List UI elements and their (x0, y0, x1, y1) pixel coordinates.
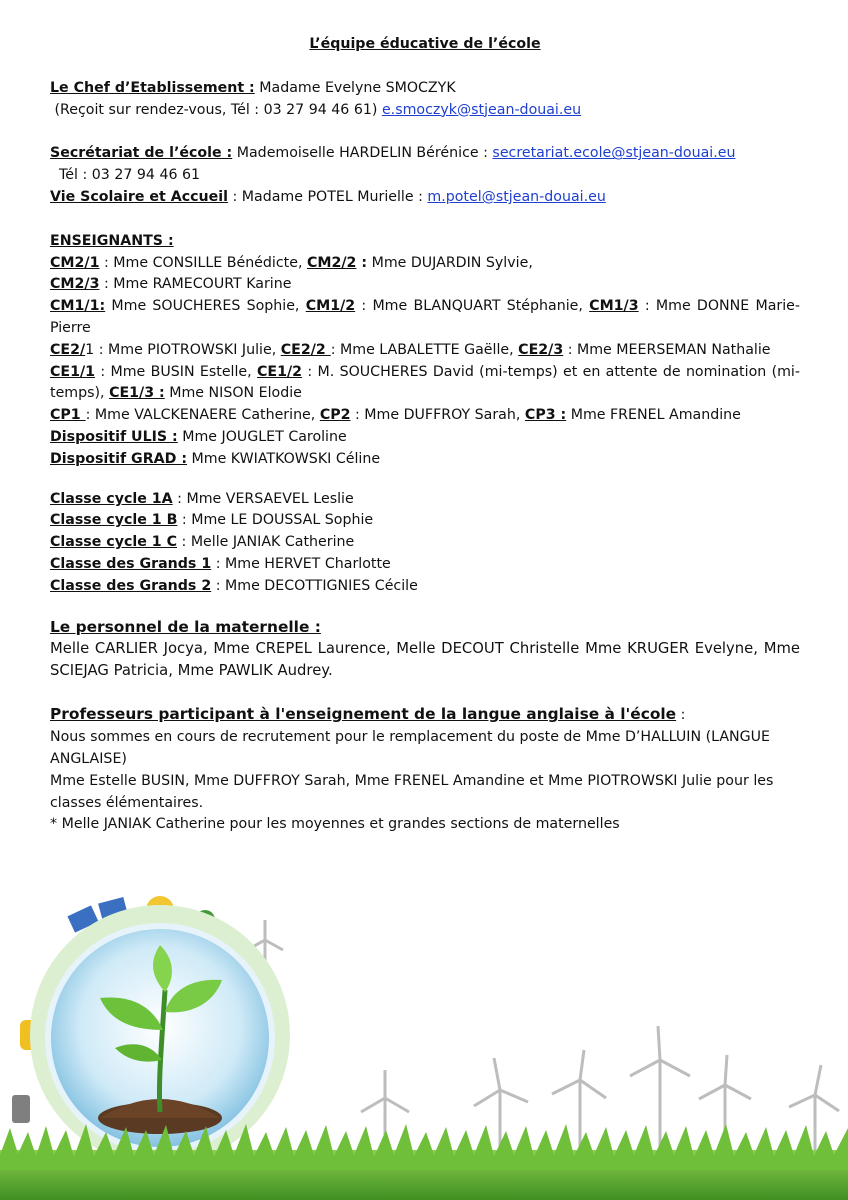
class-label: CM2/3 (50, 276, 100, 293)
class-number: 1 (85, 341, 95, 358)
chef-name: Madame Evelyne SMOCZYK (259, 79, 456, 96)
class-label: CP1 (50, 407, 86, 424)
anglais-line-1: Nous sommes en cours de recrutement pour le remplacement du poste de Mme D’HALLUIN (LANGUE ANGLAISE) (50, 729, 771, 767)
secretariat-tel (50, 165, 800, 187)
class-label: CE1/3 : (109, 385, 165, 402)
enseignants-cm1-line (50, 296, 800, 340)
vie-scolaire-email-link[interactable]: m.potel@stjean-douai.eu (427, 188, 606, 205)
secretariat-name: Mademoiselle HARDELIN Bérénice : (236, 145, 488, 162)
class-label: CM1/3 (589, 298, 639, 315)
anglais-line-3: * Melle JANIAK Catherine pour les moyennes et grandes sections de maternelles (50, 816, 620, 833)
page-title: L’équipe éducative de l’école (309, 36, 541, 52)
class-label: Dispositif GRAD : (50, 450, 187, 467)
teacher-name: : Mme MEERSEMAN Nathalie (563, 341, 771, 358)
class-label: Classe cycle 1 B (50, 512, 178, 529)
class-label: Classe des Grands 2 (50, 577, 212, 594)
enseignants-ce1-line (50, 362, 800, 406)
teacher-name: : Melle JANIAK Catherine (177, 534, 355, 551)
class-label: Classe cycle 1 C (50, 534, 178, 551)
class-label: Classe cycle 1A (50, 490, 173, 507)
chef-contact-line (50, 100, 800, 122)
teacher-name: : Mme DECOTTIGNIES Cécile (211, 577, 418, 594)
separator: : (356, 254, 368, 271)
personnel-heading: Le personnel de la maternelle : (50, 617, 321, 636)
chef-email-link[interactable]: e.smoczyk@stjean-douai.eu (381, 101, 582, 118)
chef-line (50, 78, 800, 100)
enseignants-heading: ENSEIGNANTS : (50, 232, 174, 249)
class-label: CE2/ (50, 341, 86, 358)
class-label: CM2/1 (50, 254, 100, 271)
heading-tail: : (676, 707, 686, 724)
enseignants-ce2-line (50, 340, 800, 362)
class-label: CE2/2 (280, 341, 331, 358)
enseignants-cp-line (50, 405, 800, 427)
teacher-name: : Mme RAMECOURT Karine (99, 276, 292, 293)
teacher-name: : Mme LE DOUSSAL Sophie (177, 512, 374, 529)
anglais-line-2: Mme Estelle BUSIN, Mme DUFFROY Sarah, Mme FRENEL Amandine et Mme PIOTROWSKI Julie pour les classes élémentaires. (50, 772, 774, 811)
class-label: CM2/2 (306, 254, 357, 271)
dispositif-ulis-line (50, 427, 800, 449)
teacher-name: : M. SOUCHERES David (mi-temps) et en attente de nomination (mi-temps), (50, 363, 800, 402)
maternelle-class-line (50, 510, 800, 532)
class-label: CE1/2 (257, 363, 303, 380)
maternelle-class-line (50, 489, 800, 511)
secretariat-email-link[interactable]: secretariat.ecole@stjean-douai.eu (492, 145, 736, 162)
teacher-name: Mme FRENEL Amandine (566, 407, 741, 424)
teacher-name: : Mme VALCKENAERE Catherine, (85, 407, 320, 424)
anglais-heading-line (50, 704, 800, 727)
dispositif-grad-line (50, 449, 800, 471)
vie-scolaire-label: Vie Scolaire et Accueil (50, 188, 228, 205)
document-body (50, 34, 800, 836)
secretariat-label: Secrétariat de l’école : (50, 145, 233, 162)
class-label: Classe des Grands 1 (50, 555, 212, 572)
teacher-name: : Mme BLANQUART Stéphanie, (355, 298, 590, 315)
teacher-name: : Mme LABALETTE Gaëlle, (330, 341, 519, 358)
secretariat-line (50, 143, 800, 165)
teacher-name: Mme NISON Elodie (164, 385, 302, 402)
maternelle-class-line (50, 554, 800, 576)
enseignants-cm2-line (50, 253, 800, 275)
globe-with-sprout (30, 905, 290, 1165)
class-label: Dispositif ULIS : (50, 428, 178, 445)
teacher-name: : Mme HERVET Charlotte (211, 555, 391, 572)
teacher-name: Mme KWIATKOWSKI Céline (187, 450, 381, 467)
teacher-name: Mme JOUGLET Caroline (177, 428, 347, 445)
recycle-bin-icon (12, 1095, 30, 1123)
chef-note: (Reçoit sur rendez-vous, Tél : 03 27 94 46 61) (54, 101, 378, 118)
vie-scolaire-line (50, 187, 800, 209)
class-label: CE2/3 (518, 341, 564, 358)
ecology-illustration (0, 880, 848, 1200)
teacher-name: : Mme PIOTROWSKI Julie, (94, 341, 281, 358)
vie-scolaire-name: : Madame POTEL Murielle : (232, 188, 423, 205)
class-label: CM1/1: (50, 298, 106, 315)
anglais-heading: Professeurs participant à l'enseignement de la langue anglaise à l'école (50, 705, 677, 724)
secretariat-tel-text: Tél : 03 27 94 46 61 (59, 167, 201, 184)
enseignants-cm23-line (50, 274, 800, 296)
teacher-name: Mme DUJARDIN Sylvie, (367, 254, 533, 271)
class-label: CP2 (319, 407, 351, 424)
maternelle-class-line (50, 576, 800, 598)
teacher-name: : Mme VERSAEVEL Leslie (172, 490, 354, 507)
teacher-name: Mme SOUCHERES Sophie, (105, 298, 306, 315)
class-label: CP3 : (524, 407, 567, 424)
grass-strip (0, 1124, 848, 1200)
teacher-name: : Mme DONNE Marie-Pierre (50, 298, 801, 336)
maternelle-class-line (50, 532, 800, 554)
teacher-name: : Mme DUFFROY Sarah, (350, 407, 525, 424)
chef-label: Le Chef d’Etablissement : (50, 79, 255, 96)
class-label: CM1/2 (305, 298, 356, 315)
personnel-text: Melle CARLIER Jocya, Mme CREPEL Laurence, Melle DECOUT Christelle Mme KRUGER Evelyne, Mme SCIEJAG Patricia, Mme PAWLIK Audrey. (50, 640, 800, 680)
teacher-name: : Mme BUSIN Estelle, (95, 363, 258, 380)
teacher-name: : Mme CONSILLE Bénédicte, (99, 254, 307, 271)
class-label: CE1/1 (50, 363, 96, 380)
